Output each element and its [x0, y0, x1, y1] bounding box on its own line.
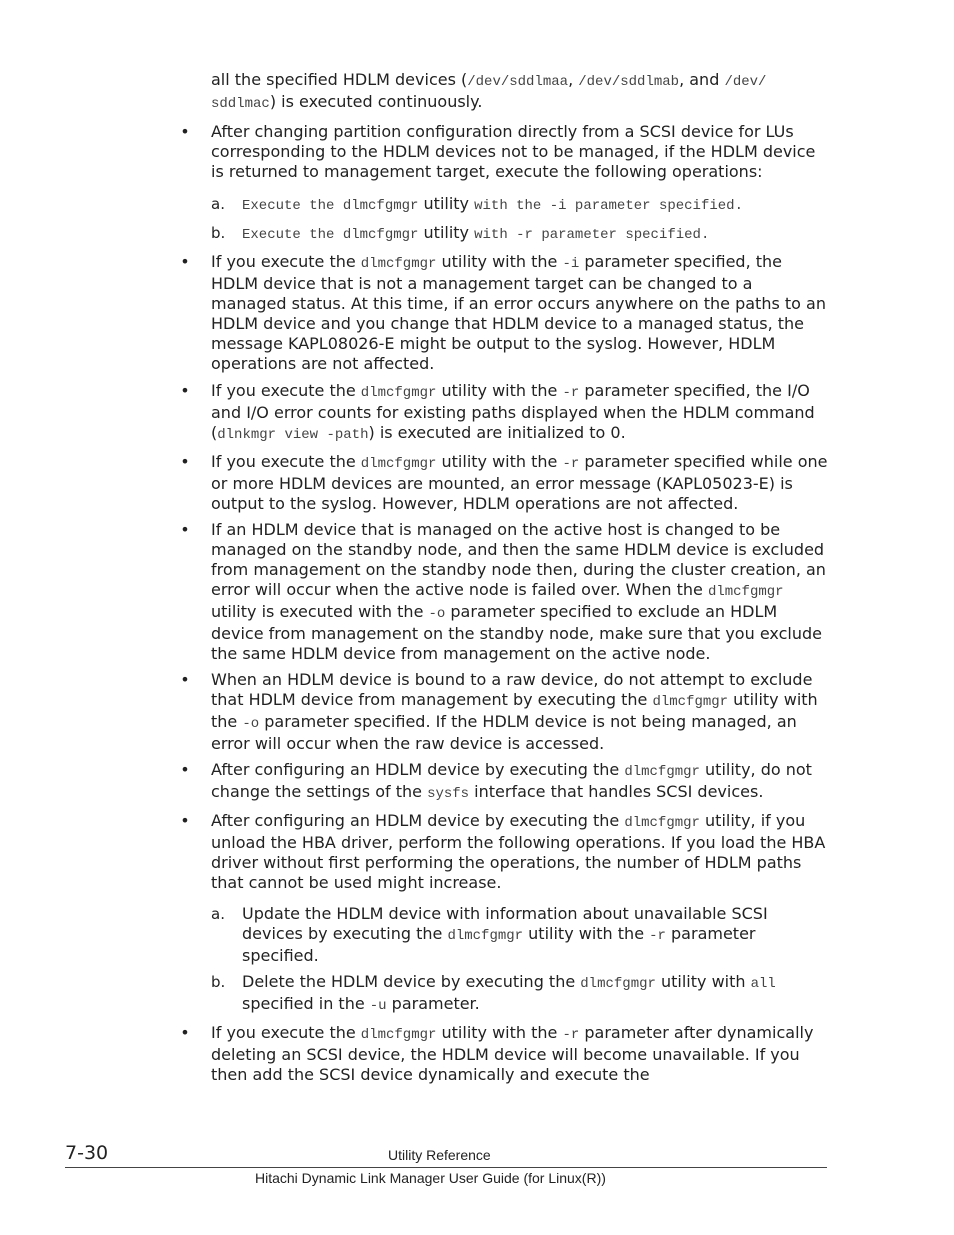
bullet-text: If you execute the	[211, 252, 361, 271]
bullet-text: utility, do not change the settings of the	[211, 760, 812, 801]
bullet-text: parameter specified, the I/O and I/O error counts for existing paths displayed when the HDLM command (	[211, 381, 815, 442]
footer-document-title: Hitachi Dynamic Link Manager User Guide (for Linux(R))	[255, 1170, 606, 1186]
inline-code: sysfs	[427, 786, 470, 802]
footer-divider	[65, 1167, 827, 1168]
inline-code: -r	[562, 385, 580, 401]
bullet-text: When an HDLM device is bound to a raw device, do not attempt to exclude that HDLM device from management by executing the	[211, 670, 813, 709]
inline-code: dlmcfgmgr	[360, 456, 437, 472]
bullet-text: If an HDLM device that is managed on the active host is changed to be managed on the standby node, and then the same HDLM device is excluded from management on the standby node then, during the cluster creation, an error will occur when the active node is failed over. When the	[211, 520, 826, 599]
intro-text-3: , and	[679, 70, 725, 89]
bullet-item	[0, 252, 954, 374]
bullet-marker: •	[180, 670, 190, 689]
bullet-text: If you execute the	[211, 452, 361, 471]
bullet-marker: •	[180, 520, 190, 539]
sub-text: Delete the HDLM device by executing the	[242, 972, 581, 991]
sub-text-2: .	[700, 227, 710, 243]
bullet-marker: •	[180, 760, 190, 779]
bullet-item	[0, 452, 954, 514]
bullet-text: parameter specified while one or more HDLM devices are mounted, an error message (KAPL05023-E) is output to the syslog. However, HDLM operations are not affected.	[211, 452, 828, 513]
sub-marker-a: a.	[211, 195, 225, 213]
bullet-text: parameter specified to exclude an HDLM device from management on the standby node, make sure that you exclude the same HDLM device from management on the active node.	[211, 602, 822, 663]
bullet-text: After configuring an HDLM device by executing the	[211, 760, 625, 779]
intro-code-4: sddlmac	[211, 96, 270, 112]
bullet-text: utility is executed with the	[211, 602, 429, 621]
sub-code-1: Execute the dlmcfgmgr	[242, 198, 419, 214]
page-body	[0, 68, 954, 1085]
intro-text-4: ) is executed continuously.	[269, 92, 483, 111]
intro-code-2: /dev/sddlmab	[578, 74, 680, 90]
sub-item-a	[0, 904, 954, 966]
bullet-item	[0, 520, 954, 664]
bullet-text: utility with the	[436, 252, 563, 271]
inline-code: dlmcfgmgr	[360, 1027, 437, 1043]
sub-text: utility with	[655, 972, 751, 991]
bullet-text: If you execute the	[211, 1023, 361, 1042]
inline-code: -u	[369, 998, 387, 1014]
inline-code: -r	[649, 928, 666, 944]
bullet-marker: •	[180, 452, 190, 471]
bullet-item	[0, 760, 954, 804]
bullet-text: After changing partition configuration directly from a SCSI device for LUs corresponding to the HDLM devices not to be managed, if the HDLM device is returned to management target, execute the following operations:	[211, 122, 816, 181]
bullet-marker: •	[180, 122, 190, 141]
inline-code: dlmcfgmgr	[580, 976, 656, 992]
intro-text-2: ,	[568, 70, 579, 89]
bullet-item	[0, 381, 954, 445]
inline-code: -r	[562, 1027, 580, 1043]
bullet-marker: •	[180, 381, 190, 400]
sub-code-2: with the -i parameter specified	[474, 198, 735, 214]
intro-code-1: /dev/sddlmaa	[467, 74, 569, 90]
inline-code: -o	[242, 716, 260, 732]
intro-text-1: all the specified HDLM devices (	[211, 70, 468, 89]
sub-marker-b: b.	[211, 973, 226, 991]
sub-text-1: utility	[418, 194, 475, 213]
bullet-text: utility with the	[436, 381, 563, 400]
page-number: 7-30	[65, 1142, 109, 1164]
inline-code: -i	[562, 256, 580, 272]
inline-code: -r	[562, 456, 580, 472]
sub-code-2: with -r parameter specified	[474, 227, 701, 243]
bullet-text: parameter after dynamically deleting an SCSI device, the HDLM device will become unavailable. If you then add the SCSI device dynamically and execute the	[211, 1023, 814, 1084]
sub-code-1: Execute the dlmcfgmgr	[242, 227, 419, 243]
footer-section-title: Utility Reference	[388, 1147, 491, 1163]
bullet-text: utility with the	[436, 1023, 563, 1042]
sub-marker-a: a.	[211, 905, 225, 923]
intro-paragraph	[0, 70, 954, 114]
bullet-text: utility with the	[211, 690, 818, 731]
sub-text-2: .	[734, 198, 743, 214]
sub-text: specified in the	[242, 994, 370, 1013]
inline-code: dlmcfgmgr	[360, 385, 437, 401]
bullet-item	[0, 811, 954, 893]
sub-text: Update the HDLM device with information about unavailable SCSI devices by executing the	[242, 904, 768, 943]
bullet-marker: •	[180, 811, 190, 830]
sub-text: utility with the	[523, 924, 650, 943]
sub-item-b	[0, 972, 954, 1016]
inline-code: dlmcfgmgr	[447, 928, 524, 944]
sub-marker-b: b.	[211, 224, 226, 242]
bullet-marker: •	[180, 252, 190, 271]
inline-code: dlmcfgmgr	[707, 584, 784, 600]
inline-code: dlmcfgmgr	[360, 256, 437, 272]
bullet-item	[0, 670, 954, 754]
sub-text: parameter.	[386, 994, 480, 1013]
sub-item-b	[0, 223, 954, 245]
bullet-text: parameter specified. If the HDLM device is not being managed, an error will occur when the raw device is accessed.	[211, 712, 797, 753]
bullet-text: utility, if you unload the HBA driver, perform the following operations. If you load the HBA driver without first performing the operations, the number of HDLM paths that cannot be used might increase.	[211, 811, 826, 892]
inline-code: -o	[428, 606, 446, 622]
bullet-text: After configuring an HDLM device by executing the	[211, 811, 625, 830]
bullet-text: parameter specified, the HDLM device that is not a management target can be changed to a managed status. At this time, if an error occurs anywhere on the paths to an HDLM device and you change that HDLM device to a managed status, the message KAPL08026-E might be output to the syslog. However, HDLM operations are not affected.	[211, 252, 826, 373]
bullet-marker: •	[180, 1023, 190, 1042]
inline-code: dlnkmgr view -path	[217, 427, 369, 443]
bullet-item	[0, 122, 954, 182]
inline-code: dlmcfgmgr	[624, 815, 700, 831]
bullet-text: utility with the	[436, 452, 563, 471]
sub-text-1: utility	[418, 223, 475, 242]
bullet-text: interface that handles SCSI devices.	[469, 782, 764, 801]
sub-item-a	[0, 194, 954, 216]
sub-text: parameter specified.	[242, 924, 756, 965]
inline-code: dlmcfgmgr	[652, 694, 729, 710]
inline-code: all	[750, 976, 776, 992]
bullet-text: If you execute the	[211, 381, 361, 400]
intro-code-3: /dev/	[724, 74, 767, 90]
bullet-item	[0, 1023, 954, 1085]
bullet-text: ) is executed are initialized to 0.	[368, 423, 626, 442]
inline-code: dlmcfgmgr	[624, 764, 700, 780]
